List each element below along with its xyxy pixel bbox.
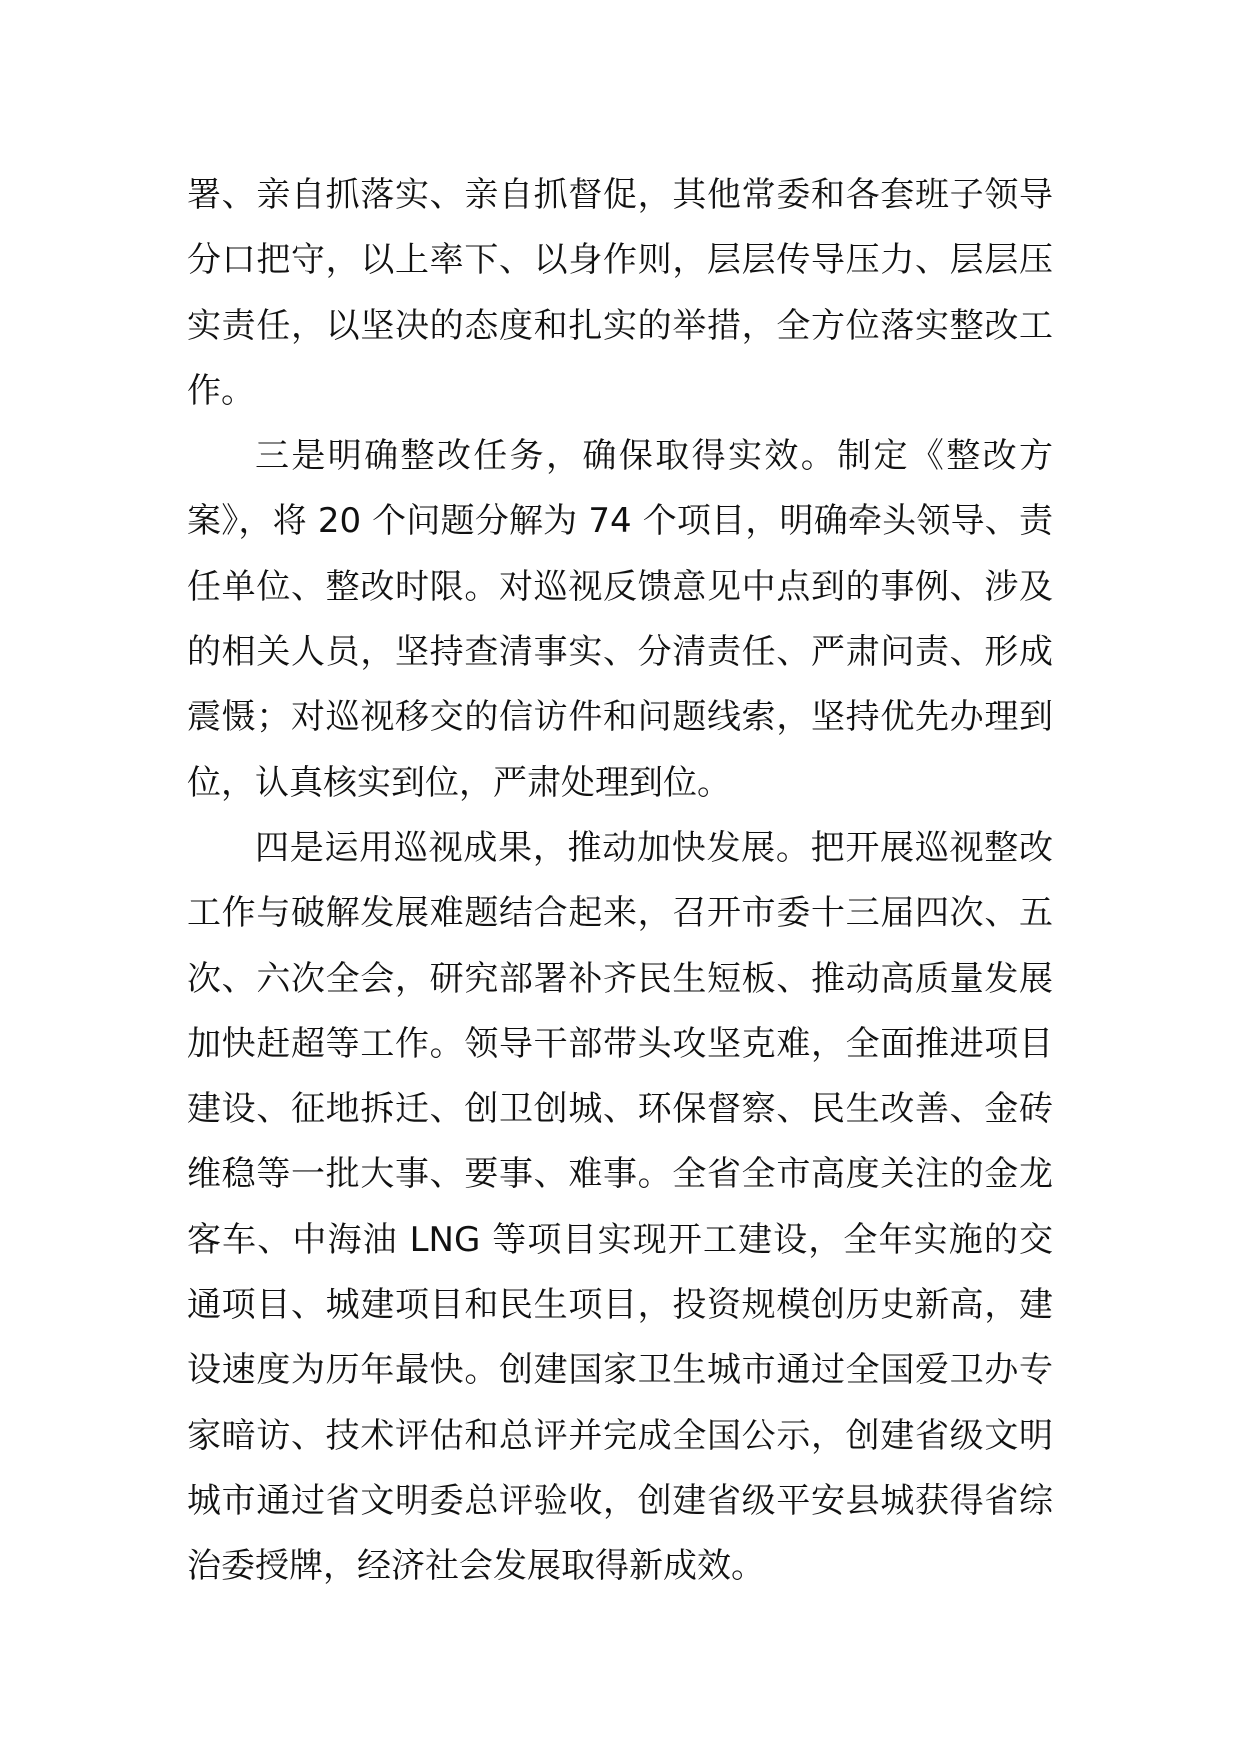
paragraph-continuation: 署、亲自抓落实、亲自抓督促，其他常委和各套班子领导分口把守，以上率下、以身作则，层层传导压力、层层压实责任，以坚决的态度和扎实的举措，全方位落实整改工作。 — [187, 175, 1053, 411]
document-page — [187, 163, 1053, 1600]
paragraph-task-four: 四是运用巡视成果，推动加快发展。把开展巡视整改工作与破解发展难题结合起来，召开市委十三届四次、五次、六次全会，研究部署补齐民生短板、推动高质量发展加快赶超等工作。领导干部带头攻坚克难，全面推进项目建设、征地拆迁、创卫创城、环保督察、民生改善、金砖维稳等一批大事、要事、难事。全省全市高度关注的金龙客车、中海油 LNG 等项目实现开工建设，全年实施的交通项目、城建项目和民生项目，投资规模创历史新高，建设速度为历年最快。创建国家卫生城市通过全国爱卫办专家暗访、技术评估和总评并完成全国公示，创建省级文明城市通过省文明委总评验收，创建省级平安县城获得省综治委授牌，经济社会发展取得新成效。 — [187, 827, 1053, 1587]
paragraph-task-three: 三是明确整改任务，确保取得实效。制定《整改方案》，将 20 个问题分解为 74 个项目，明确牵头领导、责任单位、整改时限。对巡视反馈意见中点到的事例、涉及的相关人员，坚持查清事实、分清责任、严肃问责、形成震慑；对巡视移交的信访件和问题线索，坚持优先办理到位，认真核实到位，严肃处理到位。 — [187, 436, 1053, 803]
